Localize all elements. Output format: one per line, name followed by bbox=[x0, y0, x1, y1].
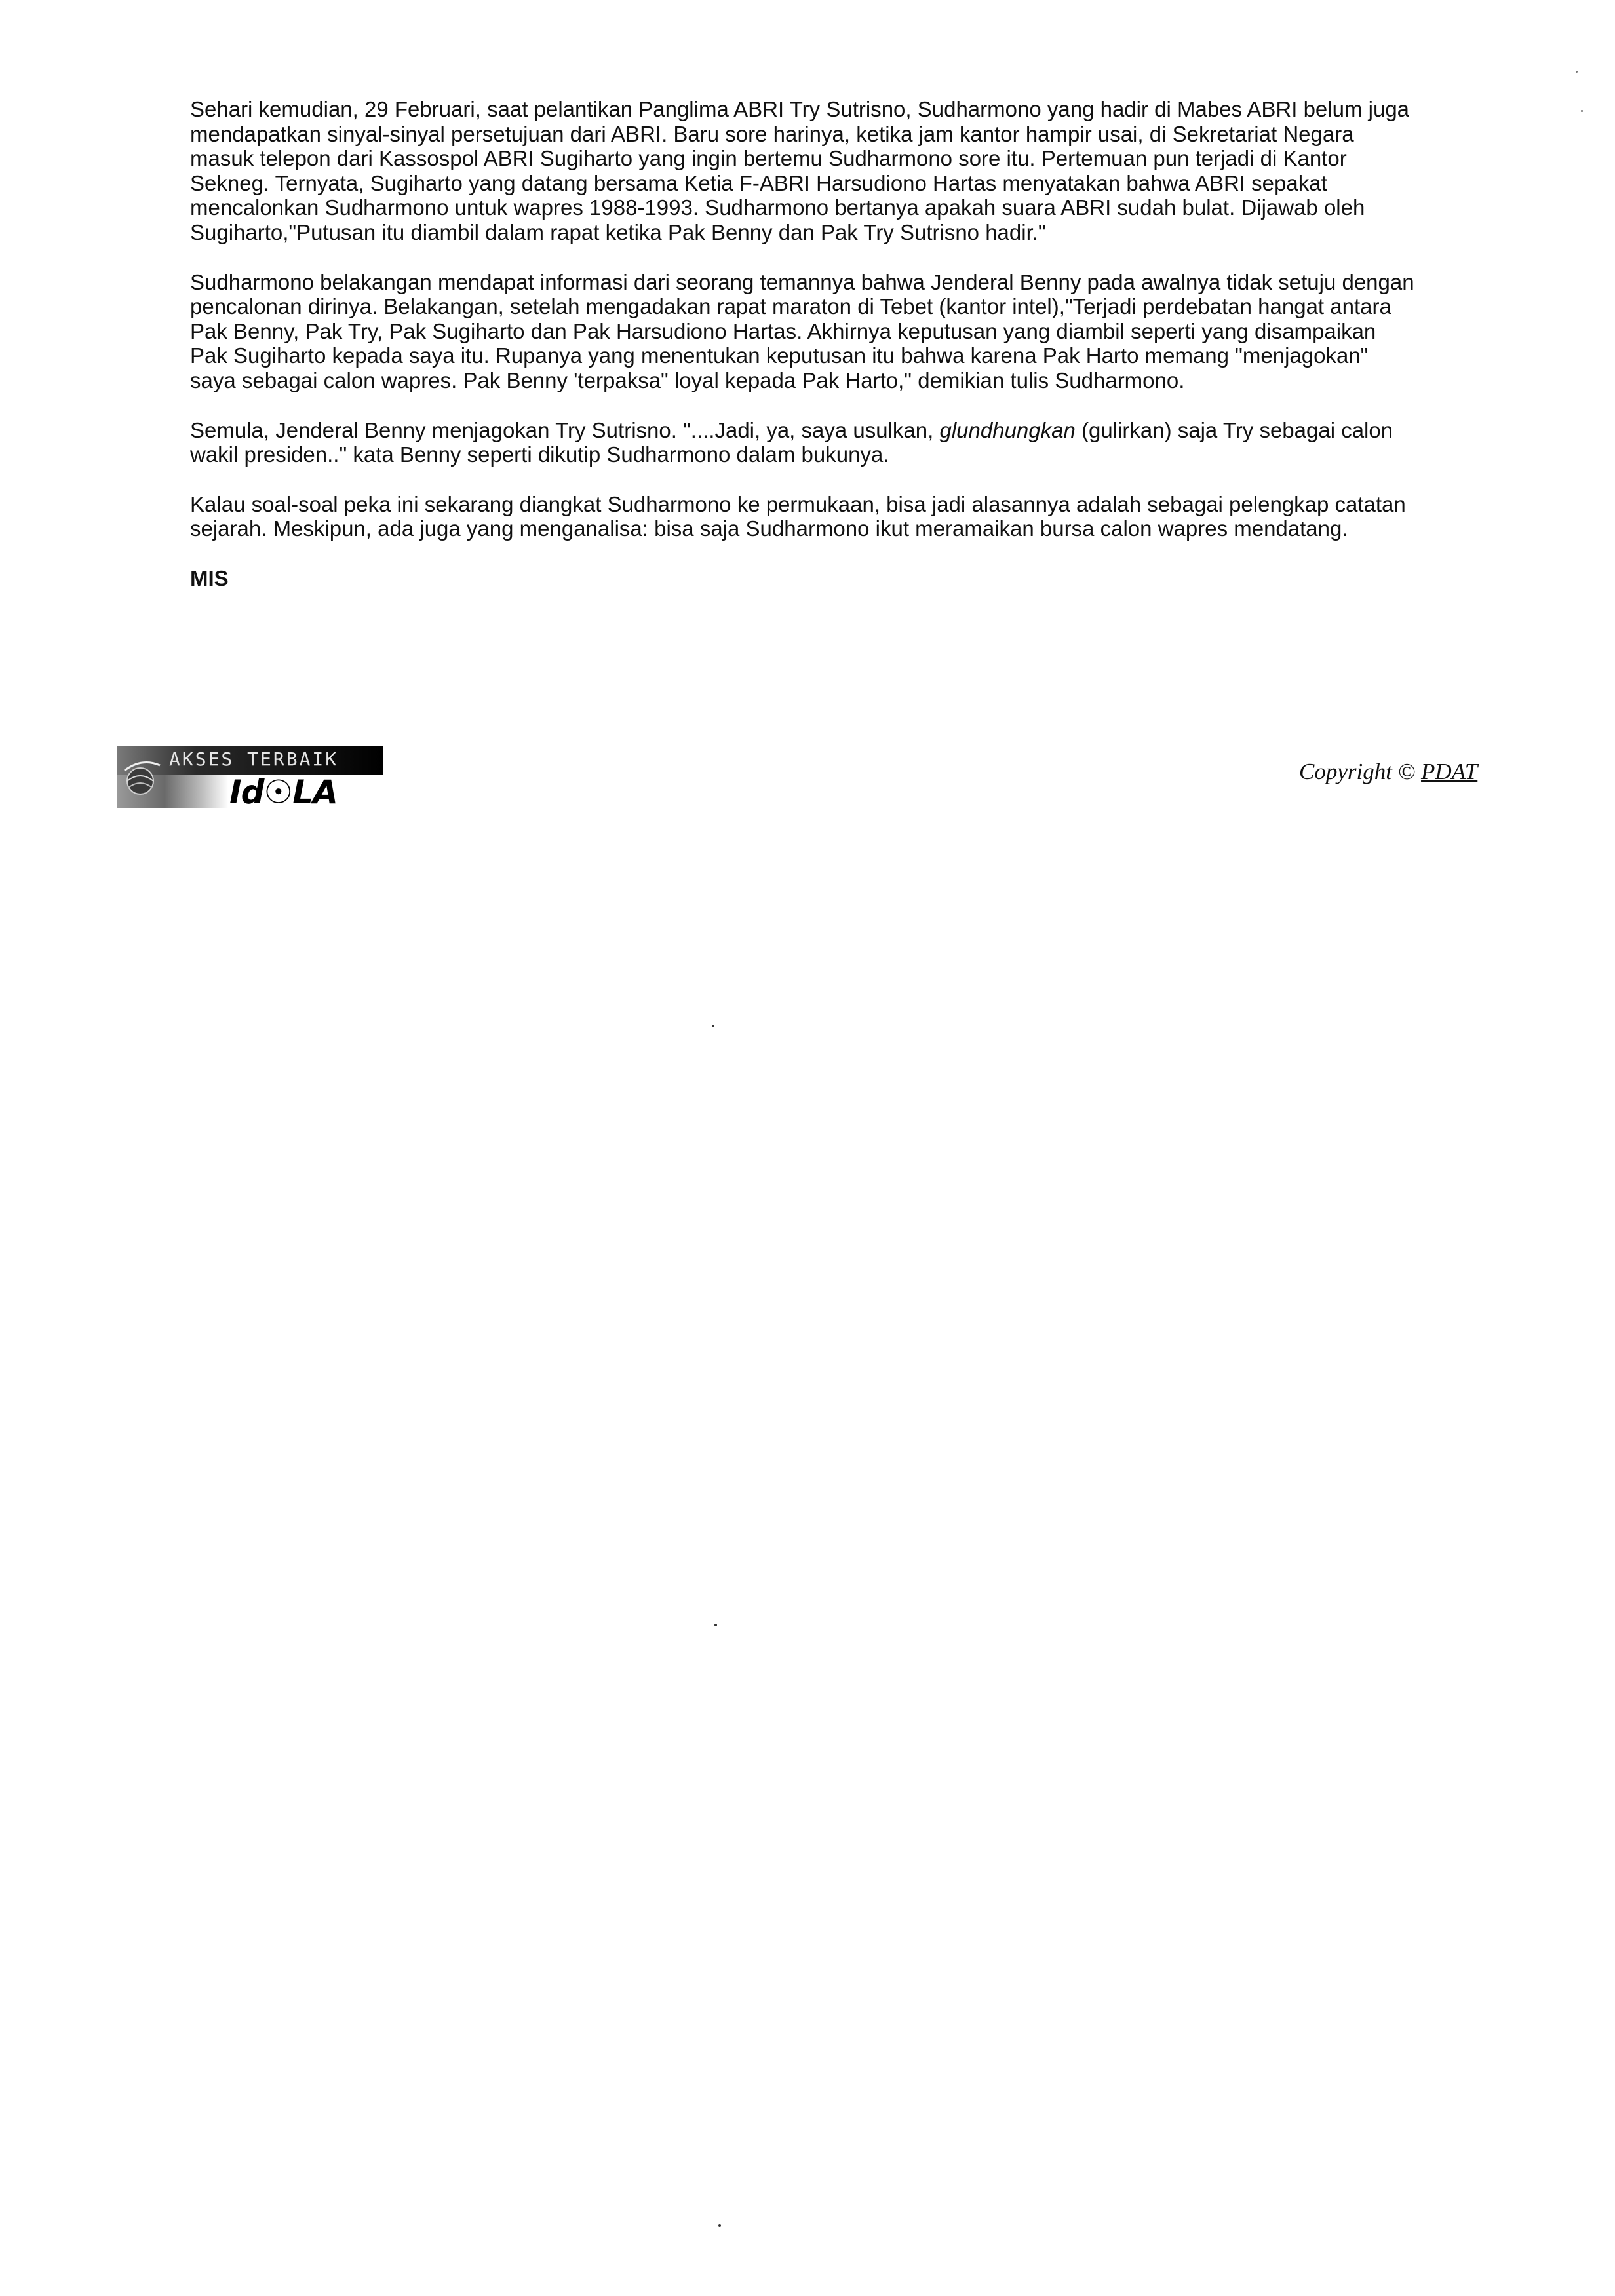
author-signature: MIS bbox=[190, 565, 229, 590]
article-paragraph-3 bbox=[190, 418, 1416, 467]
article-body bbox=[190, 97, 1416, 591]
copyright-notice bbox=[1299, 759, 1477, 785]
article-paragraph-4 bbox=[190, 492, 1416, 541]
scan-speck bbox=[1576, 71, 1578, 73]
scan-speck bbox=[1581, 110, 1583, 112]
paragraph-text: Semula, Jenderal Benny menjagokan Try Sutrisno. "....Jadi, ya, saya usulkan, bbox=[190, 417, 940, 442]
banner-brand-logo: Id☉LA bbox=[229, 773, 338, 808]
paragraph-text: (gulirkan) saja Try sebagai calon wakil presiden.." kata Benny seperti dikutip Sudharmono dalam bukunya. bbox=[190, 417, 1393, 467]
paragraph-text: Sehari kemudian, 29 Februari, saat pelantikan Panglima ABRI Try Sutrisno, Sudharmono yang hadir di Mabes ABRI belum juga mendapatkan sinyal-sinyal persetujuan dari ABRI. Baru sore harinya, ketika jam kantor hampir usai, di Sekretariat Negara masuk telepon dari Kassospol ABRI Sugiharto yang ingin bertemu Sudharmono sore itu. Pertemuan pun terjadi di Kantor Sekneg. Ternyata, Sugiharto yang datang bersama Ketia F-ABRI Harsudiono Hartas menyatakan bahwa ABRI sepakat mencalonkan Sudharmono untuk wapres 1988-1993. Sudharmono bertanya apakah suara ABRI sudah bulat. Dijawab oleh Sugiharto,"Putusan itu diambil dalam rapat ketika Pak Benny dan Pak Try Sutrisno hadir." bbox=[190, 97, 1410, 244]
paragraph-text: Kalau soal-soal peka ini sekarang diangkat Sudharmono ke permukaan, bisa jadi alasannya adalah sebagai pelengkap catatan sejarah. Meskipun, ada juga yang menganalisa: bisa saja Sudharmono ikut meramaikan bursa calon wapres mendatang. bbox=[190, 491, 1406, 541]
paragraph-text: Sudharmono belakangan mendapat informasi dari seorang temannya bahwa Jenderal Benny pada awalnya tidak setuju dengan pencalonan dirinya. Belakangan, setelah mengadakan rapat maraton di Tebet (kantor intel),"Terjadi perdebatan hangat antara Pak Benny, Pak Try, Pak Sugiharto dan Pak Harsudiono Hartas. Akhirnya keputusan yang diambil seperti yang disampaikan Pak Sugiharto kepada saya itu. Rupanya yang menentukan keputusan itu bahwa karena Pak Harto memang "menjagokan" saya sebagai calon wapres. Pak Benny 'terpaksa" loyal kepada Pak Harto," demikian tulis Sudharmono. bbox=[190, 269, 1414, 392]
banner-tagline: AKSES TERBAIK bbox=[169, 748, 339, 770]
copyright-org-link[interactable]: PDAT bbox=[1421, 759, 1478, 784]
globe-swoosh-icon bbox=[122, 751, 161, 803]
article-paragraph-1 bbox=[190, 97, 1416, 245]
article-paragraph-2 bbox=[190, 270, 1416, 393]
idola-banner-link[interactable] bbox=[117, 746, 383, 808]
copyright-prefix: Copyright © bbox=[1299, 759, 1422, 784]
scan-speck bbox=[718, 2224, 721, 2227]
scan-speck bbox=[714, 1624, 717, 1626]
paragraph-emphasis: glundhungkan bbox=[939, 417, 1076, 442]
scan-speck bbox=[712, 1025, 714, 1027]
